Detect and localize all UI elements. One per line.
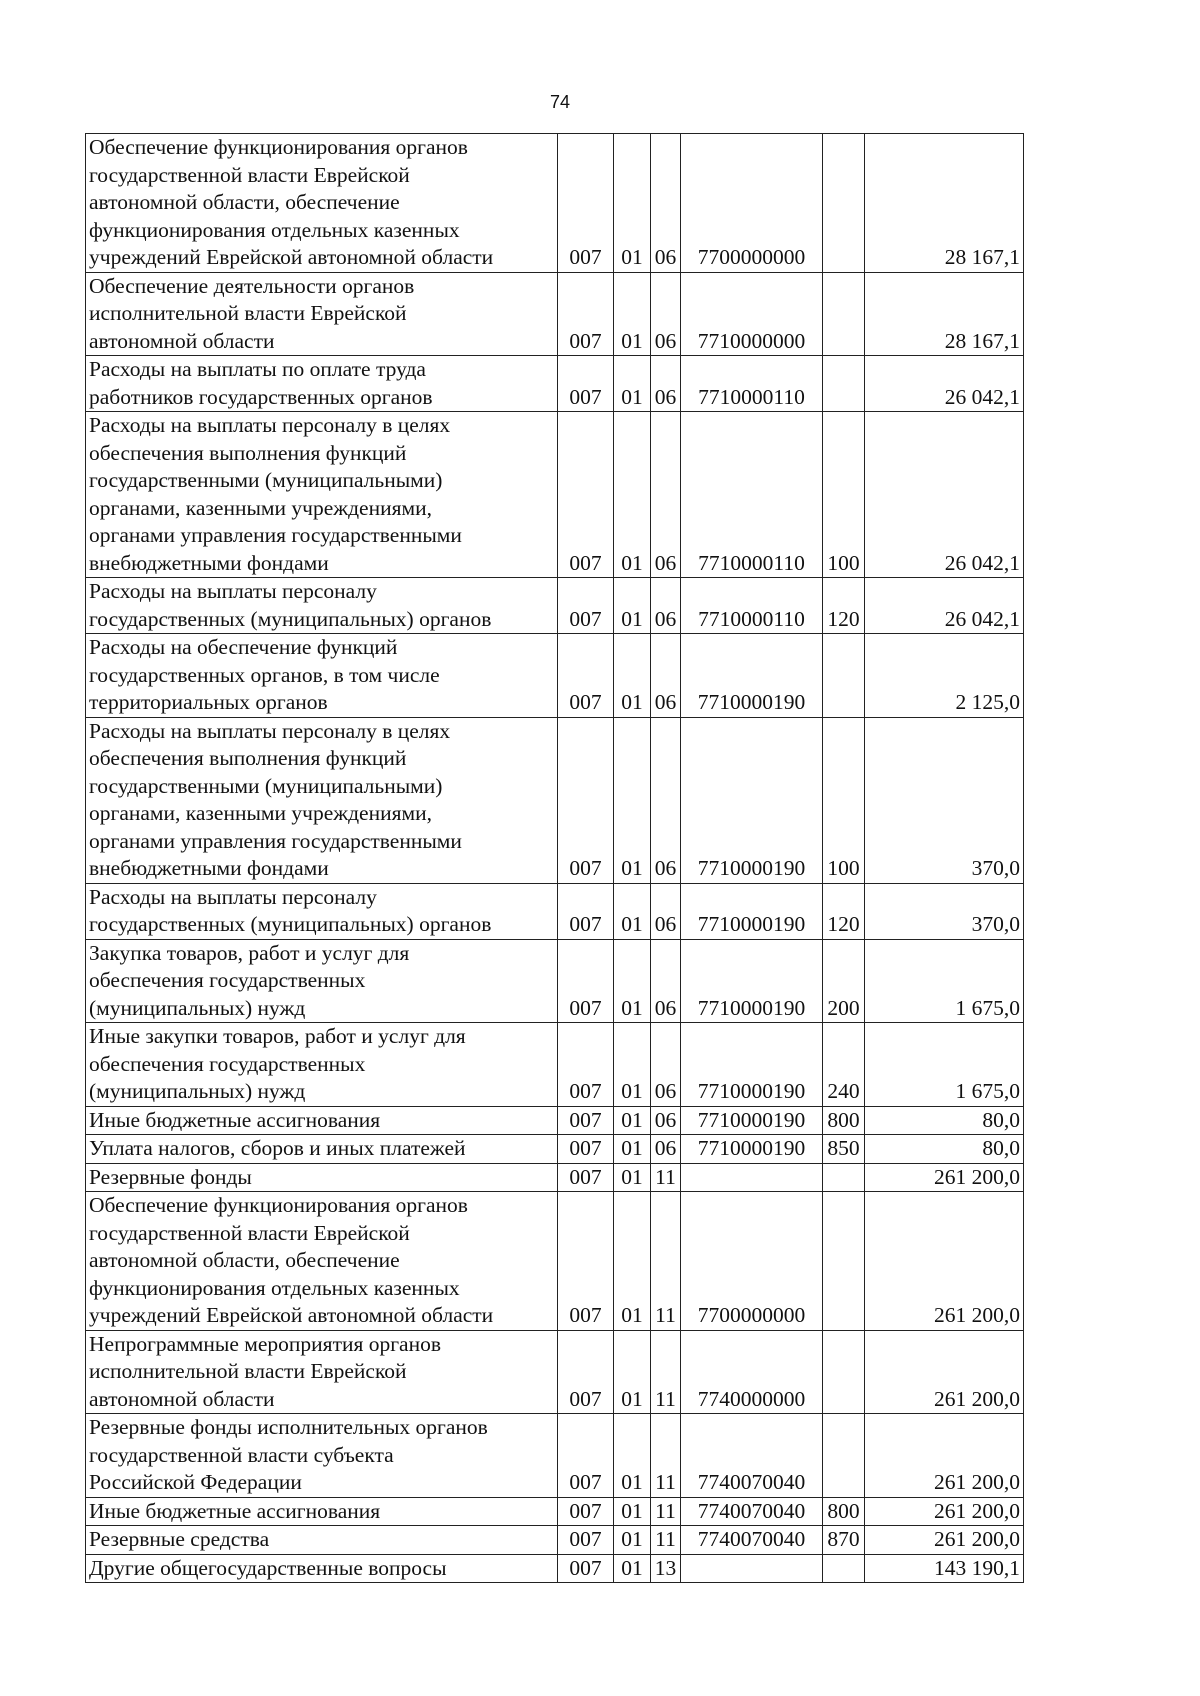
amount-cell: 1 675,0 — [865, 939, 1024, 1023]
ministry-code-cell: 007 — [558, 1554, 614, 1583]
ministry-code-cell: 007 — [558, 1330, 614, 1414]
section-code-cell: 01 — [614, 1497, 651, 1526]
ministry-code-cell: 007 — [558, 717, 614, 883]
target-code-cell: 7740070040 — [681, 1414, 823, 1498]
amount-cell: 261 200,0 — [865, 1497, 1024, 1526]
amount-cell: 28 167,1 — [865, 134, 1024, 273]
section-code-cell: 01 — [614, 1106, 651, 1135]
expense-type-cell — [823, 1163, 865, 1192]
expense-type-cell — [823, 634, 865, 718]
target-code-cell: 7710000190 — [681, 1135, 823, 1164]
subsection-code-cell: 11 — [651, 1163, 681, 1192]
target-code-cell: 7740070040 — [681, 1526, 823, 1555]
row-name-cell: Иные бюджетные ассигнования — [86, 1497, 558, 1526]
row-name-cell: Иные бюджетные ассигнования — [86, 1106, 558, 1135]
row-name-cell: Расходы на выплаты персоналу государственных (муниципальных) органов — [86, 578, 558, 634]
table-row — [86, 1106, 1024, 1135]
section-code-cell: 01 — [614, 412, 651, 578]
expense-type-cell — [823, 1554, 865, 1583]
amount-cell: 2 125,0 — [865, 634, 1024, 718]
table-row — [86, 134, 1024, 273]
table-row — [86, 578, 1024, 634]
ministry-code-cell: 007 — [558, 1497, 614, 1526]
amount-cell: 26 042,1 — [865, 578, 1024, 634]
target-code-cell: 7710000110 — [681, 412, 823, 578]
expense-type-cell: 120 — [823, 883, 865, 939]
subsection-code-cell: 06 — [651, 272, 681, 356]
subsection-code-cell: 06 — [651, 939, 681, 1023]
ministry-code-cell: 007 — [558, 578, 614, 634]
subsection-code-cell: 06 — [651, 634, 681, 718]
expense-type-cell: 100 — [823, 717, 865, 883]
expense-type-cell: 870 — [823, 1526, 865, 1555]
ministry-code-cell: 007 — [558, 1526, 614, 1555]
expense-type-cell — [823, 1414, 865, 1498]
subsection-code-cell: 06 — [651, 883, 681, 939]
subsection-code-cell: 11 — [651, 1192, 681, 1331]
section-code-cell: 01 — [614, 1526, 651, 1555]
target-code-cell: 7710000190 — [681, 1106, 823, 1135]
section-code-cell: 01 — [614, 578, 651, 634]
subsection-code-cell: 06 — [651, 578, 681, 634]
amount-cell: 1 675,0 — [865, 1023, 1024, 1107]
row-name-cell: Обеспечение функционирования органов государственной власти Еврейской автономной области, обеспечение функционирования отдельных казенных учреждений Еврейской автономной области — [86, 134, 558, 273]
amount-cell: 370,0 — [865, 883, 1024, 939]
table-row — [86, 1497, 1024, 1526]
table-row — [86, 883, 1024, 939]
expense-type-cell: 120 — [823, 578, 865, 634]
ministry-code-cell: 007 — [558, 1163, 614, 1192]
section-code-cell: 01 — [614, 1163, 651, 1192]
subsection-code-cell: 06 — [651, 1023, 681, 1107]
target-code-cell: 7700000000 — [681, 1192, 823, 1331]
target-code-cell: 7710000190 — [681, 883, 823, 939]
ministry-code-cell: 007 — [558, 356, 614, 412]
row-name-cell: Непрограммные мероприятия органов исполнительной власти Еврейской автономной области — [86, 1330, 558, 1414]
amount-cell: 28 167,1 — [865, 272, 1024, 356]
subsection-code-cell: 11 — [651, 1526, 681, 1555]
ministry-code-cell: 007 — [558, 1023, 614, 1107]
expense-type-cell — [823, 356, 865, 412]
section-code-cell: 01 — [614, 356, 651, 412]
target-code-cell — [681, 1163, 823, 1192]
row-name-cell: Обеспечение функционирования органов государственной власти Еврейской автономной области, обеспечение функционирования отдельных казенных учреждений Еврейской автономной области — [86, 1192, 558, 1331]
expense-type-cell — [823, 1192, 865, 1331]
row-name-cell: Расходы на обеспечение функций государственных органов, в том числе территориальных органов — [86, 634, 558, 718]
expense-type-cell: 100 — [823, 412, 865, 578]
ministry-code-cell: 007 — [558, 412, 614, 578]
amount-cell: 370,0 — [865, 717, 1024, 883]
expense-type-cell: 240 — [823, 1023, 865, 1107]
ministry-code-cell: 007 — [558, 634, 614, 718]
expense-type-cell — [823, 1330, 865, 1414]
row-name-cell: Закупка товаров, работ и услуг для обеспечения государственных (муниципальных) нужд — [86, 939, 558, 1023]
section-code-cell: 01 — [614, 1135, 651, 1164]
amount-cell: 80,0 — [865, 1135, 1024, 1164]
table-row — [86, 1526, 1024, 1555]
row-name-cell: Уплата налогов, сборов и иных платежей — [86, 1135, 558, 1164]
amount-cell: 80,0 — [865, 1106, 1024, 1135]
expense-type-cell: 850 — [823, 1135, 865, 1164]
page-number: 74 — [549, 92, 571, 112]
table-row — [86, 1330, 1024, 1414]
table-row — [86, 1414, 1024, 1498]
target-code-cell: 7710000190 — [681, 939, 823, 1023]
target-code-cell: 7710000190 — [681, 634, 823, 718]
subsection-code-cell: 11 — [651, 1497, 681, 1526]
subsection-code-cell: 13 — [651, 1554, 681, 1583]
section-code-cell: 01 — [614, 1192, 651, 1331]
row-name-cell: Резервные средства — [86, 1526, 558, 1555]
section-code-cell: 01 — [614, 1554, 651, 1583]
table-row — [86, 1135, 1024, 1164]
target-code-cell: 7740070040 — [681, 1497, 823, 1526]
amount-cell: 261 200,0 — [865, 1163, 1024, 1192]
ministry-code-cell: 007 — [558, 1106, 614, 1135]
section-code-cell: 01 — [614, 634, 651, 718]
subsection-code-cell: 06 — [651, 134, 681, 273]
section-code-cell: 01 — [614, 1330, 651, 1414]
target-code-cell: 7710000000 — [681, 272, 823, 356]
table-row — [86, 272, 1024, 356]
subsection-code-cell: 06 — [651, 356, 681, 412]
ministry-code-cell: 007 — [558, 1414, 614, 1498]
row-name-cell: Обеспечение деятельности органов исполнительной власти Еврейской автономной области — [86, 272, 558, 356]
ministry-code-cell: 007 — [558, 1192, 614, 1331]
target-code-cell: 7740000000 — [681, 1330, 823, 1414]
row-name-cell: Расходы на выплаты персоналу государственных (муниципальных) органов — [86, 883, 558, 939]
amount-cell: 261 200,0 — [865, 1330, 1024, 1414]
table-row — [86, 1163, 1024, 1192]
table-row — [86, 717, 1024, 883]
section-code-cell: 01 — [614, 1023, 651, 1107]
expense-type-cell: 200 — [823, 939, 865, 1023]
section-code-cell: 01 — [614, 939, 651, 1023]
target-code-cell: 7710000190 — [681, 1023, 823, 1107]
amount-cell: 261 200,0 — [865, 1192, 1024, 1331]
table-row — [86, 634, 1024, 718]
expense-type-cell — [823, 272, 865, 356]
amount-cell: 143 190,1 — [865, 1554, 1024, 1583]
table-row — [86, 356, 1024, 412]
subsection-code-cell: 11 — [651, 1330, 681, 1414]
amount-cell: 26 042,1 — [865, 412, 1024, 578]
amount-cell: 261 200,0 — [865, 1414, 1024, 1498]
amount-cell: 261 200,0 — [865, 1526, 1024, 1555]
row-name-cell: Расходы на выплаты персоналу в целях обеспечения выполнения функций государственными (муниципальными) органами, казенными учреждениями, органами управления государственными внебюджетными фондами — [86, 717, 558, 883]
table-row — [86, 1554, 1024, 1583]
section-code-cell: 01 — [614, 883, 651, 939]
table-row — [86, 1192, 1024, 1331]
row-name-cell: Резервные фонды исполнительных органов государственной власти субъекта Российской Федерации — [86, 1414, 558, 1498]
ministry-code-cell: 007 — [558, 1135, 614, 1164]
ministry-code-cell: 007 — [558, 272, 614, 356]
section-code-cell: 01 — [614, 272, 651, 356]
amount-cell: 26 042,1 — [865, 356, 1024, 412]
subsection-code-cell: 06 — [651, 717, 681, 883]
budget-table — [85, 133, 1024, 1583]
target-code-cell: 7710000190 — [681, 717, 823, 883]
subsection-code-cell: 11 — [651, 1414, 681, 1498]
row-name-cell: Резервные фонды — [86, 1163, 558, 1192]
target-code-cell — [681, 1554, 823, 1583]
target-code-cell: 7710000110 — [681, 356, 823, 412]
row-name-cell: Расходы на выплаты по оплате труда работников государственных органов — [86, 356, 558, 412]
ministry-code-cell: 007 — [558, 883, 614, 939]
ministry-code-cell: 007 — [558, 134, 614, 273]
expense-type-cell: 800 — [823, 1497, 865, 1526]
row-name-cell: Иные закупки товаров, работ и услуг для обеспечения государственных (муниципальных) нужд — [86, 1023, 558, 1107]
row-name-cell: Расходы на выплаты персоналу в целях обеспечения выполнения функций государственными (муниципальными) органами, казенными учреждениями, органами управления государственными внебюджетными фондами — [86, 412, 558, 578]
target-code-cell: 7700000000 — [681, 134, 823, 273]
subsection-code-cell: 06 — [651, 1135, 681, 1164]
row-name-cell: Другие общегосударственные вопросы — [86, 1554, 558, 1583]
table-row — [86, 939, 1024, 1023]
subsection-code-cell: 06 — [651, 412, 681, 578]
section-code-cell: 01 — [614, 717, 651, 883]
table-row — [86, 412, 1024, 578]
expense-type-cell: 800 — [823, 1106, 865, 1135]
section-code-cell: 01 — [614, 1414, 651, 1498]
budget-table-body — [86, 134, 1024, 1583]
subsection-code-cell: 06 — [651, 1106, 681, 1135]
ministry-code-cell: 007 — [558, 939, 614, 1023]
target-code-cell: 7710000110 — [681, 578, 823, 634]
table-row — [86, 1023, 1024, 1107]
section-code-cell: 01 — [614, 134, 651, 273]
expense-type-cell — [823, 134, 865, 273]
